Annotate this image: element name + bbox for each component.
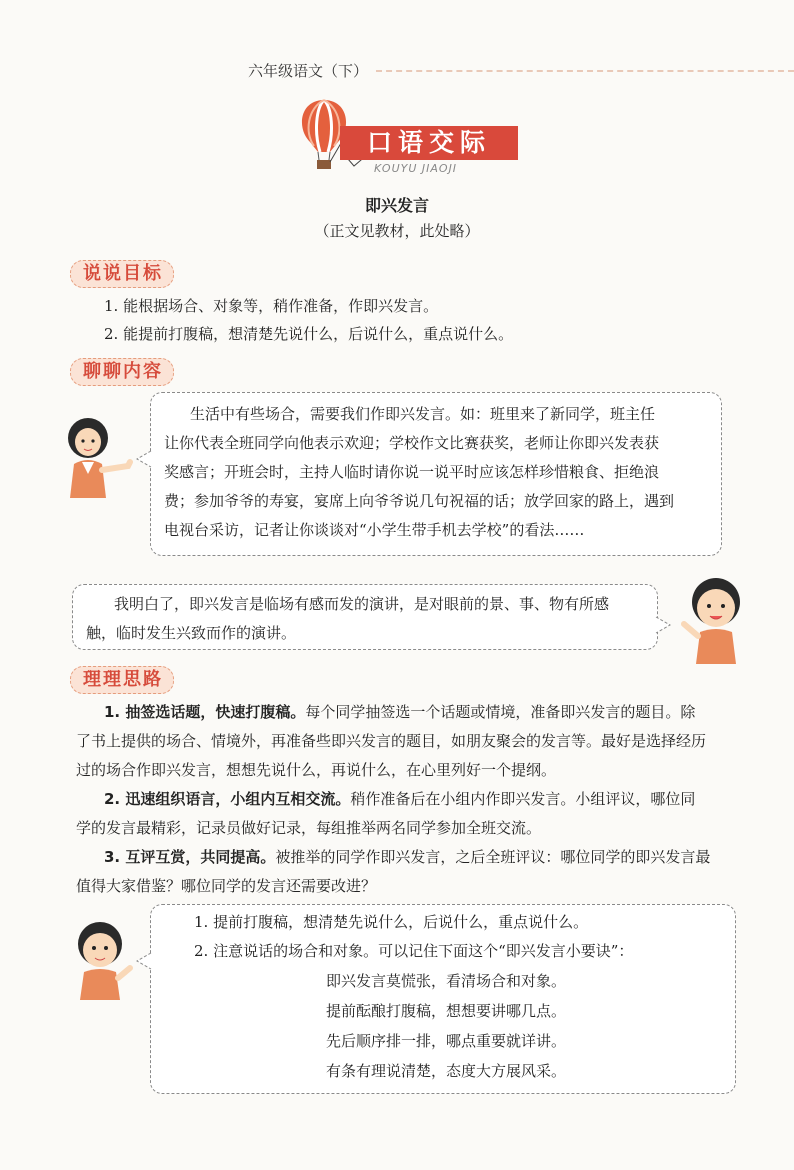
girl-illustration: [58, 414, 144, 498]
tip-item-1: 1. 提前打腹稿，想清楚先说什么，后说什么，重点说什么。: [194, 913, 589, 931]
banner-pinyin: KOUYU JIAOJI: [374, 162, 458, 175]
section-tag-content: 聊聊内容: [70, 358, 174, 386]
book-header: 六年级语文（下）: [248, 62, 369, 80]
bubble1-line-3: 奖感言；开班会时，主持人临时请你说一说平时应该怎样珍惜粮食、拒绝浪: [164, 463, 660, 481]
bubble-pointer: [136, 450, 152, 468]
step-1-line-2: 了书上提供的场合、情境外，再准备些即兴发言的题目，如朋友聚会的发言等。最好是选择经历: [76, 732, 707, 750]
bubble2-line-1: 我明白了，即兴发言是临场有感而发的演讲，是对眼前的景、事、物有所感: [114, 595, 610, 613]
goal-item-1: 1. 能根据场合、对象等，稍作准备，作即兴发言。: [104, 297, 439, 315]
boy-illustration-left: [64, 920, 144, 1000]
step-3-line-1: [104, 843, 710, 872]
step-1-text: 每个同学抽签选一个话题或情境，准备即兴发言的题目。除: [305, 703, 696, 721]
step-1-line-3: 过的场合作即兴发言，想想先说什么，再说什么，在心里列好一个提纲。: [76, 761, 557, 779]
bubble1-line-2: 让你代表全班同学向他表示欢迎；学校作文比赛获奖，老师让你即兴发表获: [164, 434, 660, 452]
step-3-line-2: 值得大家借鉴？哪位同学的发言还需要改进？: [76, 877, 377, 895]
lesson-note: （正文见教材，此处略）: [314, 222, 480, 240]
step-2-text: 稍作准备后在小组内作即兴发言。小组评议，哪位同: [350, 790, 696, 808]
goal-item-2: 2. 能提前打腹稿，想清楚先说什么，后说什么，重点说什么。: [104, 325, 514, 343]
step-1-line-1: [104, 698, 695, 727]
step-3-text: 被推举的同学作即兴发言，之后全班评议：哪位同学的即兴发言最: [275, 848, 711, 866]
verse-line-4: 有条有理说清楚，态度大方展风采。: [326, 1062, 567, 1080]
bubble1-line-1: 生活中有些场合，需要我们作即兴发言。如：班里来了新同学，班主任: [190, 405, 656, 423]
section-tag-goals: 说说目标: [70, 260, 174, 288]
verse-line-1: 即兴发言莫慌张，看清场合和对象。: [326, 972, 567, 990]
bubble2-line-2: 触，临时发生兴致而作的演讲。: [86, 624, 297, 642]
verse-line-2: 提前酝酿打腹稿，想想要讲哪几点。: [326, 1002, 567, 1020]
step-3-heading: 3. 互评互赏，共同提高。: [104, 848, 276, 866]
step-2-line-1: [104, 785, 695, 814]
bubble-pointer-right: [655, 616, 671, 634]
banner-title: 口语交际: [340, 126, 518, 160]
step-2-heading: 2. 迅速组织语言，小组内互相交流。: [104, 790, 351, 808]
bubble1-line-4: 费；参加爷爷的寿宴，宴席上向爷爷说几句祝福的话；放学回家的路上，遇到: [164, 492, 675, 510]
header-rule: [376, 70, 794, 72]
lesson-title: 即兴发言: [364, 196, 429, 215]
bubble1-line-5: 电视台采访，记者让你谈谈对“小学生带手机去学校”的看法……: [164, 521, 585, 539]
step-2-line-2: 学的发言最精彩，记录员做好记录，每组推举两名同学参加全班交流。: [76, 819, 542, 837]
verse-line-3: 先后顺序排一排，哪点重要就详讲。: [326, 1032, 567, 1050]
section-tag-thinking: 理理思路: [70, 666, 174, 694]
tip-item-2: 2. 注意说话的场合和对象。可以记住下面这个“即兴发言小要诀”：: [194, 942, 634, 960]
tips-bubble-pointer: [136, 952, 152, 970]
step-1-heading: 1. 抽签选话题，快速打腹稿。: [104, 703, 306, 721]
boy-illustration-right: [676, 572, 756, 664]
